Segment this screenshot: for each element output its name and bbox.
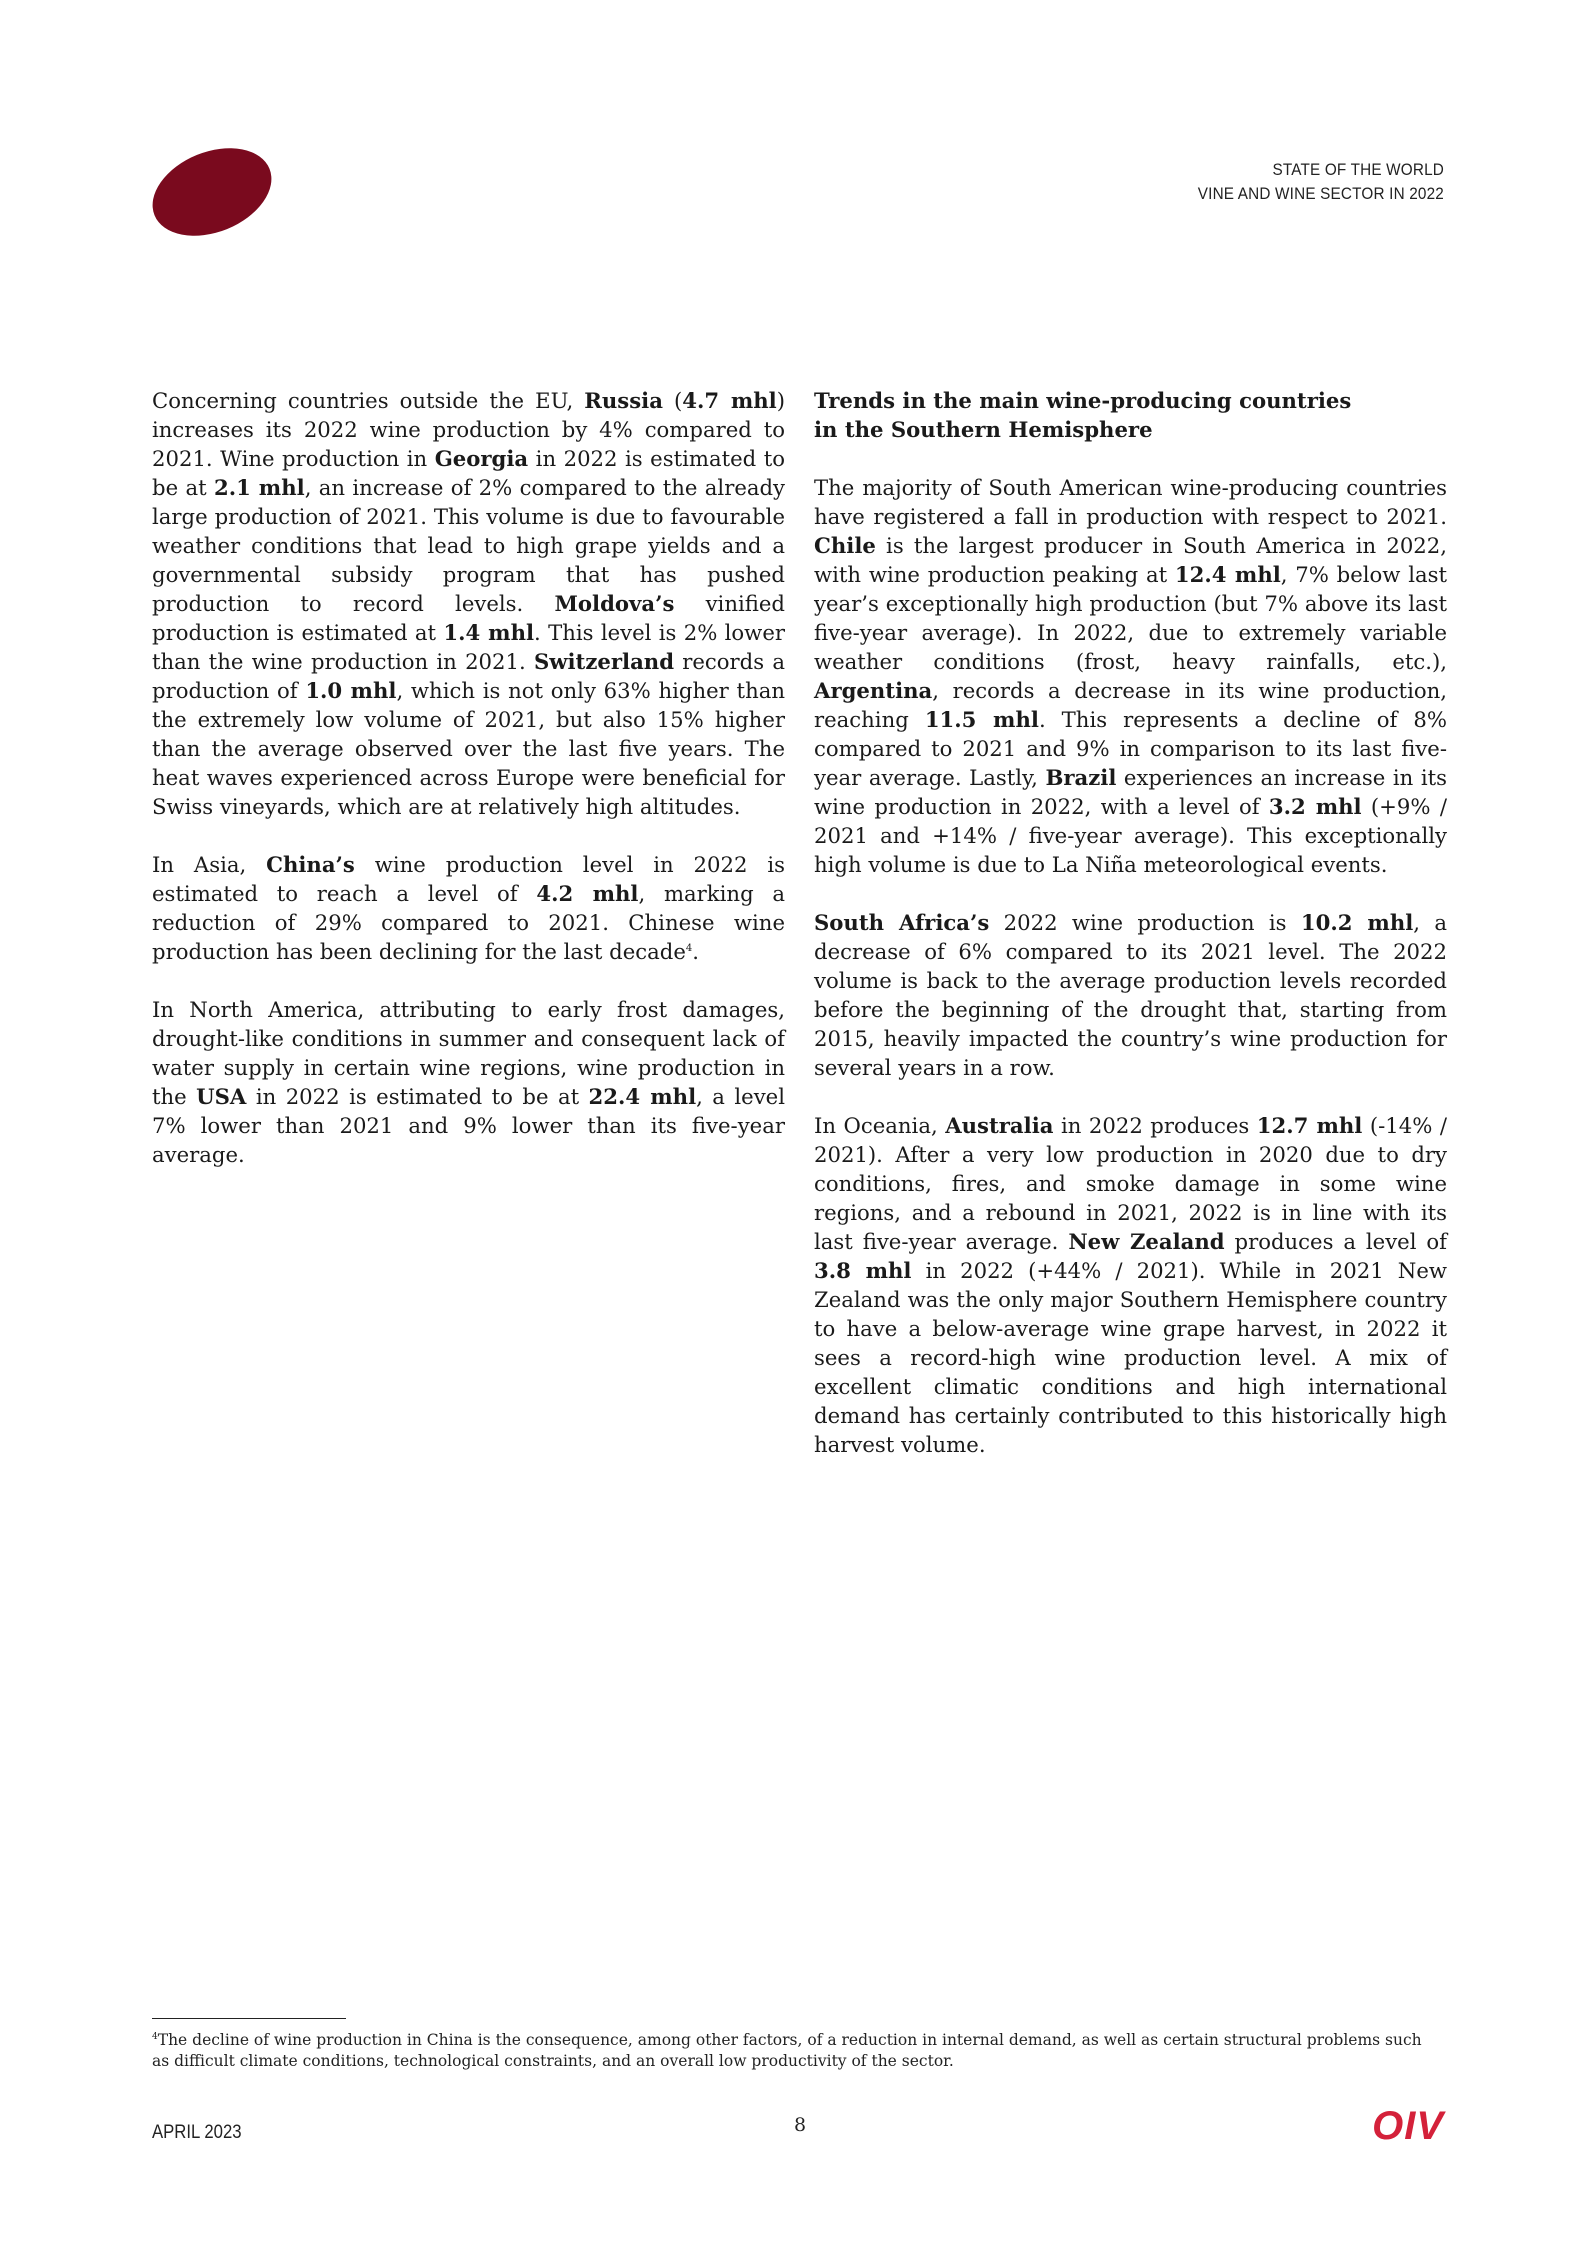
paragraph-asia: In Asia, China’s wine production level in 2022 is estimated to reach a level of 4.2 mhl, marking a reduction of 29% compared to 2021. Chinese wine production has been declining for the last decade$^4$. bbox=[152, 852, 786, 964]
header-line-2: VINE AND WINE SECTOR IN 2022 bbox=[1197, 184, 1444, 203]
right-column bbox=[814, 386, 1447, 1488]
left-column bbox=[152, 386, 785, 1198]
footnote-text: The decline of wine production in China is the consequence, among other factors, of a reduction in internal demand, as well as certain structural problems such as difficult climate conditions, technological constraints, and an overall low productivity of the sector. bbox=[152, 2031, 1422, 2070]
running-header bbox=[904, 158, 1444, 206]
footer-date: APRIL 2023 bbox=[152, 2122, 242, 2143]
oiv-logo: OIV bbox=[1372, 2104, 1444, 2148]
footnote-divider bbox=[152, 2018, 346, 2019]
footnote-reference[interactable]: 4 bbox=[685, 942, 693, 954]
footnote bbox=[152, 2030, 1432, 2072]
footnote-marker: 4 bbox=[152, 2031, 158, 2042]
header-oval-logo bbox=[140, 132, 285, 253]
paragraph-non-eu: Concerning countries outside the EU, Russia (4.7 mhl) increases its 2022 wine production by 4% compared to 2021. Wine production in Georgia in 2022 is estimated to be at 2.1 mhl, an increase of 2% compared to the already large production of 2021. This volume is due to favourable weather conditions that lead to high grape yields and a governmental subsidy program that has pushed production to record levels. Moldova’s vinified production is estimated at 1.4 mhl. This level is 2% lower than the wine production in 2021. Switzerland records a production of 1.0 mhl, which is not only 63% higher than the extremely low volume of 2021, but also 15% higher than the average observed over the last five years. The heat waves experienced across Europe were beneficial for Swiss vineyards, which are at relatively high altitudes. bbox=[152, 388, 786, 819]
paragraph-oceania: In Oceania, Australia in 2022 produces 12.7 mhl (-14% / 2021). After a very low production in 2020 due to dry conditions, fires, and smoke damage in some wine regions, and a rebound in 2021, 2022 is in line with its last five-year average. New Zealand produces a level of 3.8 mhl in 2022 (+44% / 2021). While in 2021 New Zealand was the only major Southern Hemisphere country to have a below-average wine grape harvest, in 2022 it sees a record-high wine production level. A mix of excellent climatic conditions and high international demand has certainly contributed to this historically high harvest volume. bbox=[814, 1113, 1448, 1457]
page-number: 8 bbox=[793, 2114, 807, 2136]
paragraph-south-america: The majority of South American wine-producing countries have registered a fall in production with respect to 2021. Chile is the largest producer in South America in 2022, with wine production peaking at 12.4 mhl, 7% below last year’s exceptionally high production (but 7% above its last five-year average). In 2022, due to extremely variable weather conditions (frost, heavy rainfalls, etc.), Argentina, records a decrease in its wine production, reaching 11.5 mhl. This represents a decline of 8% compared to 2021 and 9% in comparison to its last five-year average. Lastly, Brazil experiences an increase in its wine production in 2022, with a level of 3.2 mhl (+9% / 2021 and +14% / five-year average). This exceptionally high volume is due to La Niña meteorological events. bbox=[814, 475, 1448, 877]
header-line-1: STATE OF THE WORLD bbox=[1272, 160, 1444, 179]
section-heading-southern-hemisphere: Trends in the main wine-producing countries in the Southern Hemisphere bbox=[814, 388, 1352, 442]
paragraph-south-africa: South Africa’s 2022 wine production is 10.2 mhl, a decrease of 6% compared to its 2021 level. The 2022 volume is back to the average production levels recorded before the beginning of the drought that, starting from 2015, heavily impacted the country’s wine production for several years in a row. bbox=[814, 910, 1447, 1080]
paragraph-north-america: In North America, attributing to early frost damages, drought-like conditions in summer and consequent lack of water supply in certain wine regions, wine production in the USA in 2022 is estimated to be at 22.4 mhl, a level 7% lower than 2021 and 9% lower than its five-year average. bbox=[152, 997, 785, 1167]
